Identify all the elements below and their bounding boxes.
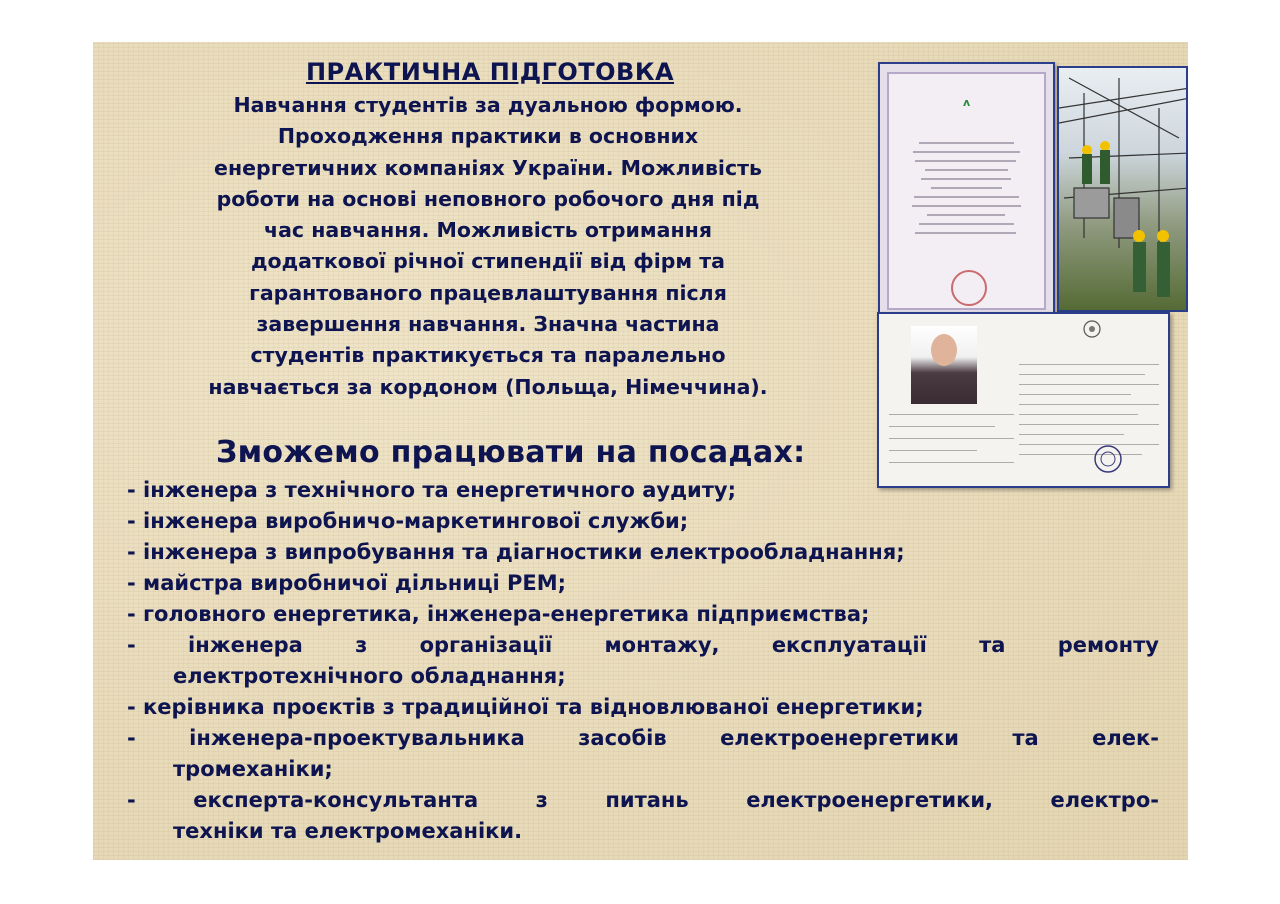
position-item-continuation: тромеханіки; <box>173 757 333 781</box>
position-word: з <box>535 788 548 812</box>
position-word: експерта-консультанта <box>193 788 479 812</box>
position-word: монтажу, <box>604 633 720 657</box>
position-item: - інженера з випробування та діагностики електрообладнання; <box>127 540 905 564</box>
position-item <box>127 630 1159 661</box>
position-item: - майстра виробничої дільниці РЕМ; <box>127 571 567 595</box>
position-item: - керівника проєктів з традиційної та відновлюваної енергетики; <box>127 695 924 719</box>
certificate-image <box>878 62 1055 320</box>
page-title: ПРАКТИЧНА ПІДГОТОВКА <box>305 58 675 86</box>
position-word: з <box>355 633 368 657</box>
position-item-continuation: електротехнічного обладнання; <box>173 664 566 688</box>
position-word: та <box>979 633 1006 657</box>
position-word: - <box>127 633 136 657</box>
face-icon <box>931 334 957 366</box>
position-word: - <box>127 726 136 750</box>
intro-line: Проходження практики в основних <box>277 124 699 149</box>
company-logo-icon: ᴧ <box>963 96 971 109</box>
intro-line: Навчання студентів за дуальною формою. <box>233 93 743 117</box>
positions-heading: Зможемо працювати на посадах: <box>216 435 806 470</box>
position-word: та <box>1012 726 1039 750</box>
position-word: електроенергетики <box>720 726 959 750</box>
position-word: організації <box>419 633 553 657</box>
intro-line: час навчання. Можливість отримання <box>264 218 712 243</box>
position-word: інженера-проектувальника <box>189 726 525 750</box>
diploma-left-lines <box>889 414 1014 474</box>
intro-line: роботи на основі неповного робочого дня під <box>216 186 760 211</box>
position-word: електро- <box>1050 788 1159 812</box>
intro-text <box>123 90 853 403</box>
intro-line: додаткової річної стипендії від фірм та <box>250 249 726 274</box>
intro-line: гарантованого працевлаштування після <box>249 280 727 305</box>
position-item: - головного енергетика, інженера-енергетика підприємства; <box>127 602 870 626</box>
position-word: елек- <box>1092 726 1159 750</box>
position-item-continuation: техніки та електромеханіки. <box>173 819 523 843</box>
position-word: електроенергетики, <box>746 788 994 812</box>
diploma-text-lines <box>1019 364 1159 464</box>
position-word: інженера <box>188 633 303 657</box>
position-item <box>127 785 1159 816</box>
graduate-photo <box>911 326 977 404</box>
position-word: - <box>127 788 136 812</box>
position-word: засобів <box>578 726 667 750</box>
intro-line: завершення навчання. Значна частина <box>256 312 720 337</box>
power-line-workers-photo <box>1057 66 1188 312</box>
stamp-icon <box>951 270 987 306</box>
certificate-text-lines <box>907 142 1026 241</box>
substation-icon <box>1059 68 1188 312</box>
intro-line: навчається за кордоном (Польща, Німеччина). <box>208 374 768 399</box>
position-item: - інженера з технічного та енергетичного аудиту; <box>127 478 737 502</box>
seal-icon <box>1093 444 1123 474</box>
certificate-frame <box>887 72 1046 310</box>
diploma-image <box>877 312 1170 488</box>
slide <box>93 42 1188 860</box>
position-item <box>127 723 1159 754</box>
position-item: - інженера виробничо-маркетингової служби; <box>127 509 689 533</box>
position-word: питань <box>605 788 689 812</box>
university-emblem-icon <box>1083 320 1101 338</box>
intro-line: енергетичних компаніях України. Можливість <box>214 155 762 180</box>
position-word: експлуатації <box>771 633 927 657</box>
position-word: ремонту <box>1057 633 1159 657</box>
intro-line: студентів практикується та паралельно <box>250 343 726 368</box>
